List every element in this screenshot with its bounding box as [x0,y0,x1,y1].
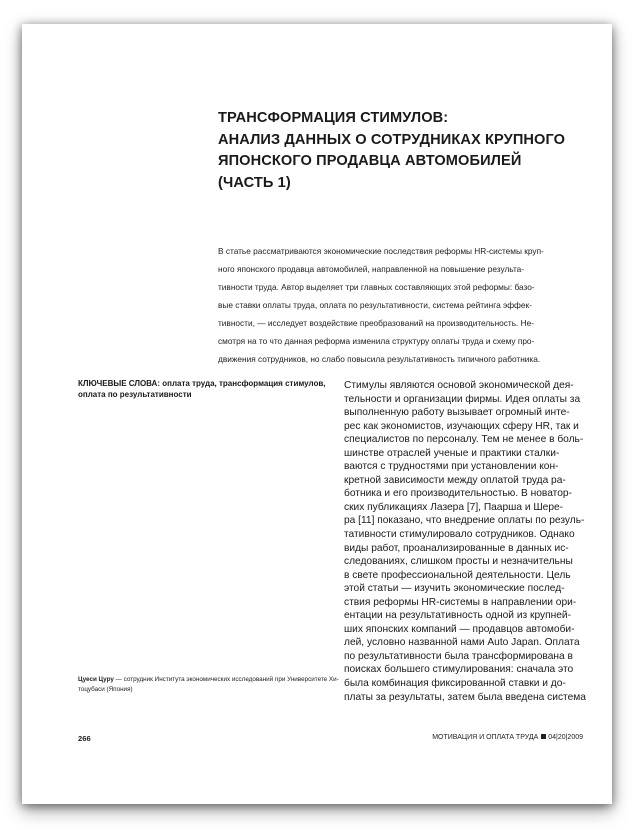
title-line: ТРАНСФОРМАЦИЯ СТИМУЛОВ: [218,110,449,126]
body-line: по результативности была трансформирована в [344,650,573,662]
journal-name: МОТИВАЦИЯ И ОПЛАТА ТРУДА [432,734,539,741]
body-line: этой статьи — изучить экономические послед- [344,583,565,595]
abstract-line: ного японского продавца автомобилей, направленной на повышение результа- [218,264,525,274]
author-note [78,675,338,694]
author-affiliation: — сотрудник Института экономических исследований при Университете Хи- [113,676,339,683]
body-line: рес как экономистов, изучающих сферу HR, так и [344,420,579,432]
body-line: выполненную работу вызывает огромный инте- [344,407,570,419]
body-line: кретной зависимости между оплатой труда ра- [344,474,566,486]
article-abstract [218,242,601,368]
body-line: ских публикациях Лазера [7], Пааршa и Шере- [344,501,564,513]
journal-running-footer [432,734,583,741]
body-line: ботника и его производительностью. В новатор- [344,488,572,500]
article-body [344,379,606,704]
body-line: платы за результаты, затем была введена система [344,691,586,703]
keywords-line: оплата по результативности [78,389,192,399]
issue-number: 04|20|2009 [548,734,583,741]
square-separator-icon [541,734,546,739]
body-line: виды работ, проанализированные в данных ис- [344,542,569,554]
body-line: специалистов по персоналу. Тем не менее в боль- [344,434,584,446]
body-line: тативности стимулировало сотрудников. Однако [344,529,575,541]
keywords-block [78,379,338,400]
abstract-line: вые ставки оплаты труда, оплата по результативности, система рейтинга эффек- [218,300,532,310]
abstract-line: В статье рассматриваются экономические последствия реформы HR-системы круп- [218,246,544,256]
abstract-line: движения сотрудников, но слабо повысила результативность типичного работника. [218,354,541,364]
body-line: Стимулы являются основой экономической дея- [344,380,574,391]
body-line: ших японских компаний — продавцов автомоби- [344,623,575,635]
author-name: Цуеси Цуру [78,676,114,683]
body-line: поисках большего стимулирования: сначала это [344,664,574,676]
author-line: тоцубаси (Япония) [78,685,133,693]
page-number: 266 [78,734,91,743]
body-line: шинстве отраслей ученые и практики сталки- [344,447,560,459]
abstract-line: смотря на то что данная реформа изменила структуру оплаты труда и схему про- [218,336,535,346]
abstract-line: тивности труда. Автор выделяет три главных составляющих этой реформы: базо- [218,282,535,292]
body-line: ра [11] показано, что внедрение оплаты по резуль- [344,515,585,527]
body-line: была комбинация фиксированной ставки и до- [344,678,566,690]
body-line: в свете профессиональной деятельности. Цель [344,569,571,581]
body-line: ваются с трудностями при установлении кон- [344,461,559,473]
body-line: следованиях, слишком просты и незначительны [344,556,573,568]
body-line: лей, условно названной нами Auto Japan. Оплата [344,637,580,649]
author-line [78,675,338,685]
keywords-line: КЛЮЧЕВЫЕ СЛОВА: оплата труда, трансформация стимулов, [78,379,326,388]
body-line: тельности и организации фирмы. Идея оплаты за [344,393,581,405]
title-line: АНАЛИЗ ДАННЫХ О СОТРУДНИКАХ КРУПНОГО [218,131,566,148]
body-line: ентации на результативность одной из крупней- [344,610,572,622]
title-line: (ЧАСТЬ 1) [218,174,291,191]
abstract-line: тивности, — исследует воздействие преобразований на производительность. Не- [218,318,535,328]
body-line: ствия реформы HR-системы в направлении ори- [344,596,577,608]
title-line: ЯПОНСКОГО ПРОДАВЦА АВТОМОБИЛЕЙ [218,153,522,169]
journal-page [22,24,612,804]
article-title [218,108,598,194]
